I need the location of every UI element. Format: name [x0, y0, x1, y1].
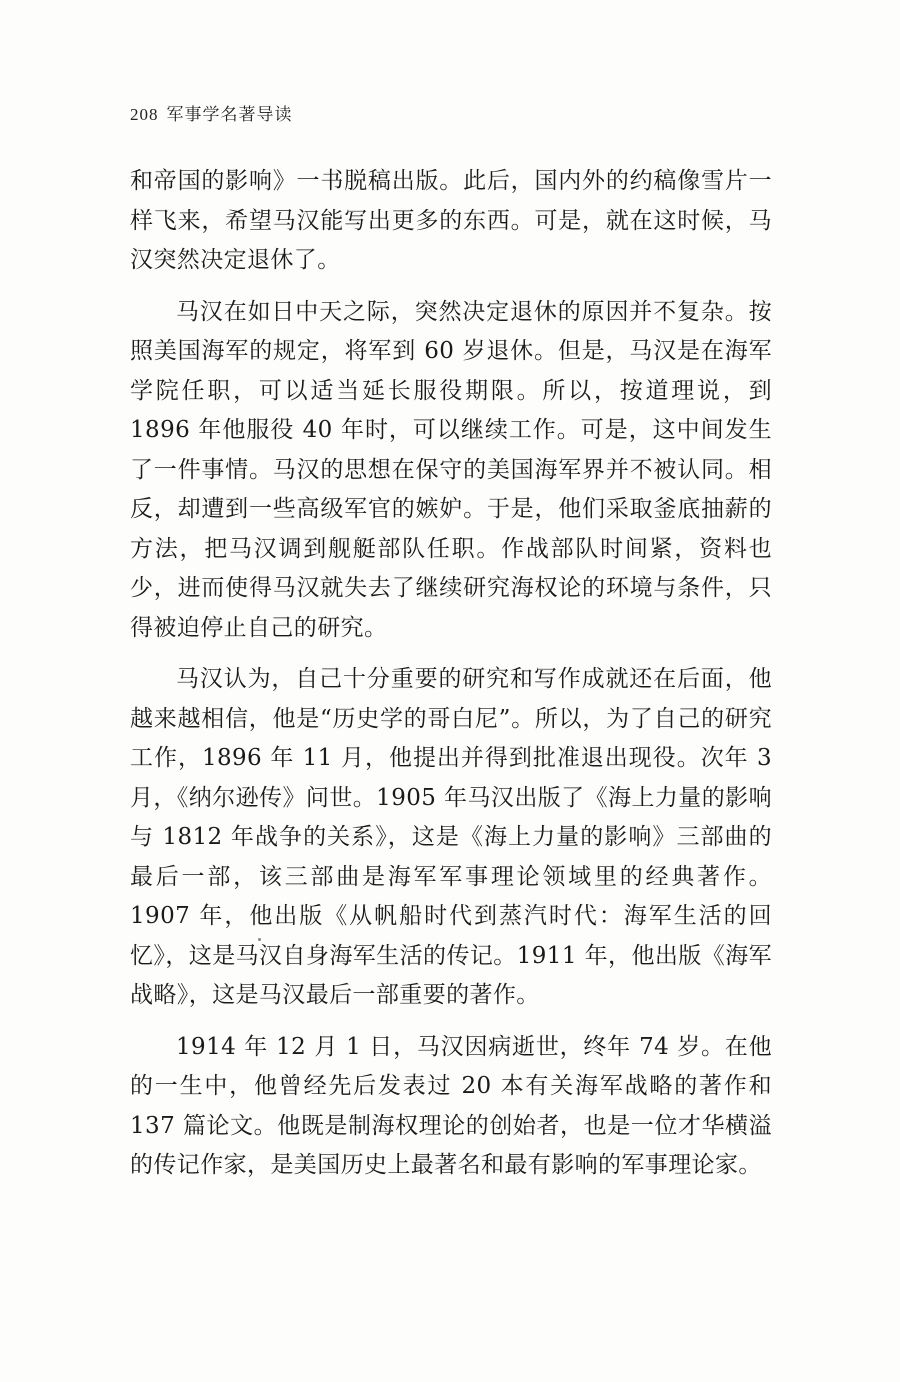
paper-speck	[258, 938, 261, 941]
book-title: 军事学名著导读	[166, 105, 293, 125]
running-header	[130, 100, 293, 125]
paragraph-later-works: 马汉认为，自己十分重要的研究和写作成就还在后面，他越来越相信，他是“历史学的哥白尼”。所以，为了自己的研究工作，1896 年 11 月，他提出并得到批准退出现役。次年 3 月，《纳尔逊传》问世。1905 年马汉出版了《海上力量的影响与 1812 年战争的关系》，这是《海上力量的影响》三部曲的最后一部，该三部曲是海军军事理论领域里的经典著作。1907 年，他出版《从帆船时代到蒸汽时代：海军生活的回忆》，这是马汉自身海军生活的传记。1911 年，他出版《海军战略》，这是马汉最后一部重要的著作。	[130, 666, 772, 1008]
paragraph-retirement-reason: 马汉在如日中天之际，突然决定退休的原因并不复杂。按照美国海军的规定，将军到 60 岁退休。但是，马汉是在海军学院任职，可以适当延长服役期限。所以，按道理说，到 1896 年他服役 40 年时，可以继续工作。可是，这中间发生了一件事情。马汉的思想在保守的美国海军界并不被认同。相反，却遭到一些高级军官的嫉妒。于是，他们采取釜底抽薪的方法，把马汉调到舰艇部队任职。作战部队时间紧，资料也少，进而使得马汉就失去了继续研究海权论的环境与条件，只得被迫停止自己的研究。	[130, 298, 772, 641]
paragraph-continuation: 和帝国的影响》一书脱稿出版。此后，国内外的约稿像雪片一样飞来，希望马汉能写出更多的东西。可是，就在这时候，马汉突然决定退休了。	[130, 168, 772, 273]
body-text	[130, 162, 772, 1198]
paragraph-death: 1914 年 12 月 1 日，马汉因病逝世，终年 74 岁。在他的一生中，他曾经先后发表过 20 本有关海军战略的著作和 137 篇论文。他既是制海权理论的创始者，也是一位才华横溢的传记作家，是美国历史上最著名和最有影响的军事理论家。	[130, 1033, 772, 1178]
page-number: 208	[130, 105, 159, 124]
